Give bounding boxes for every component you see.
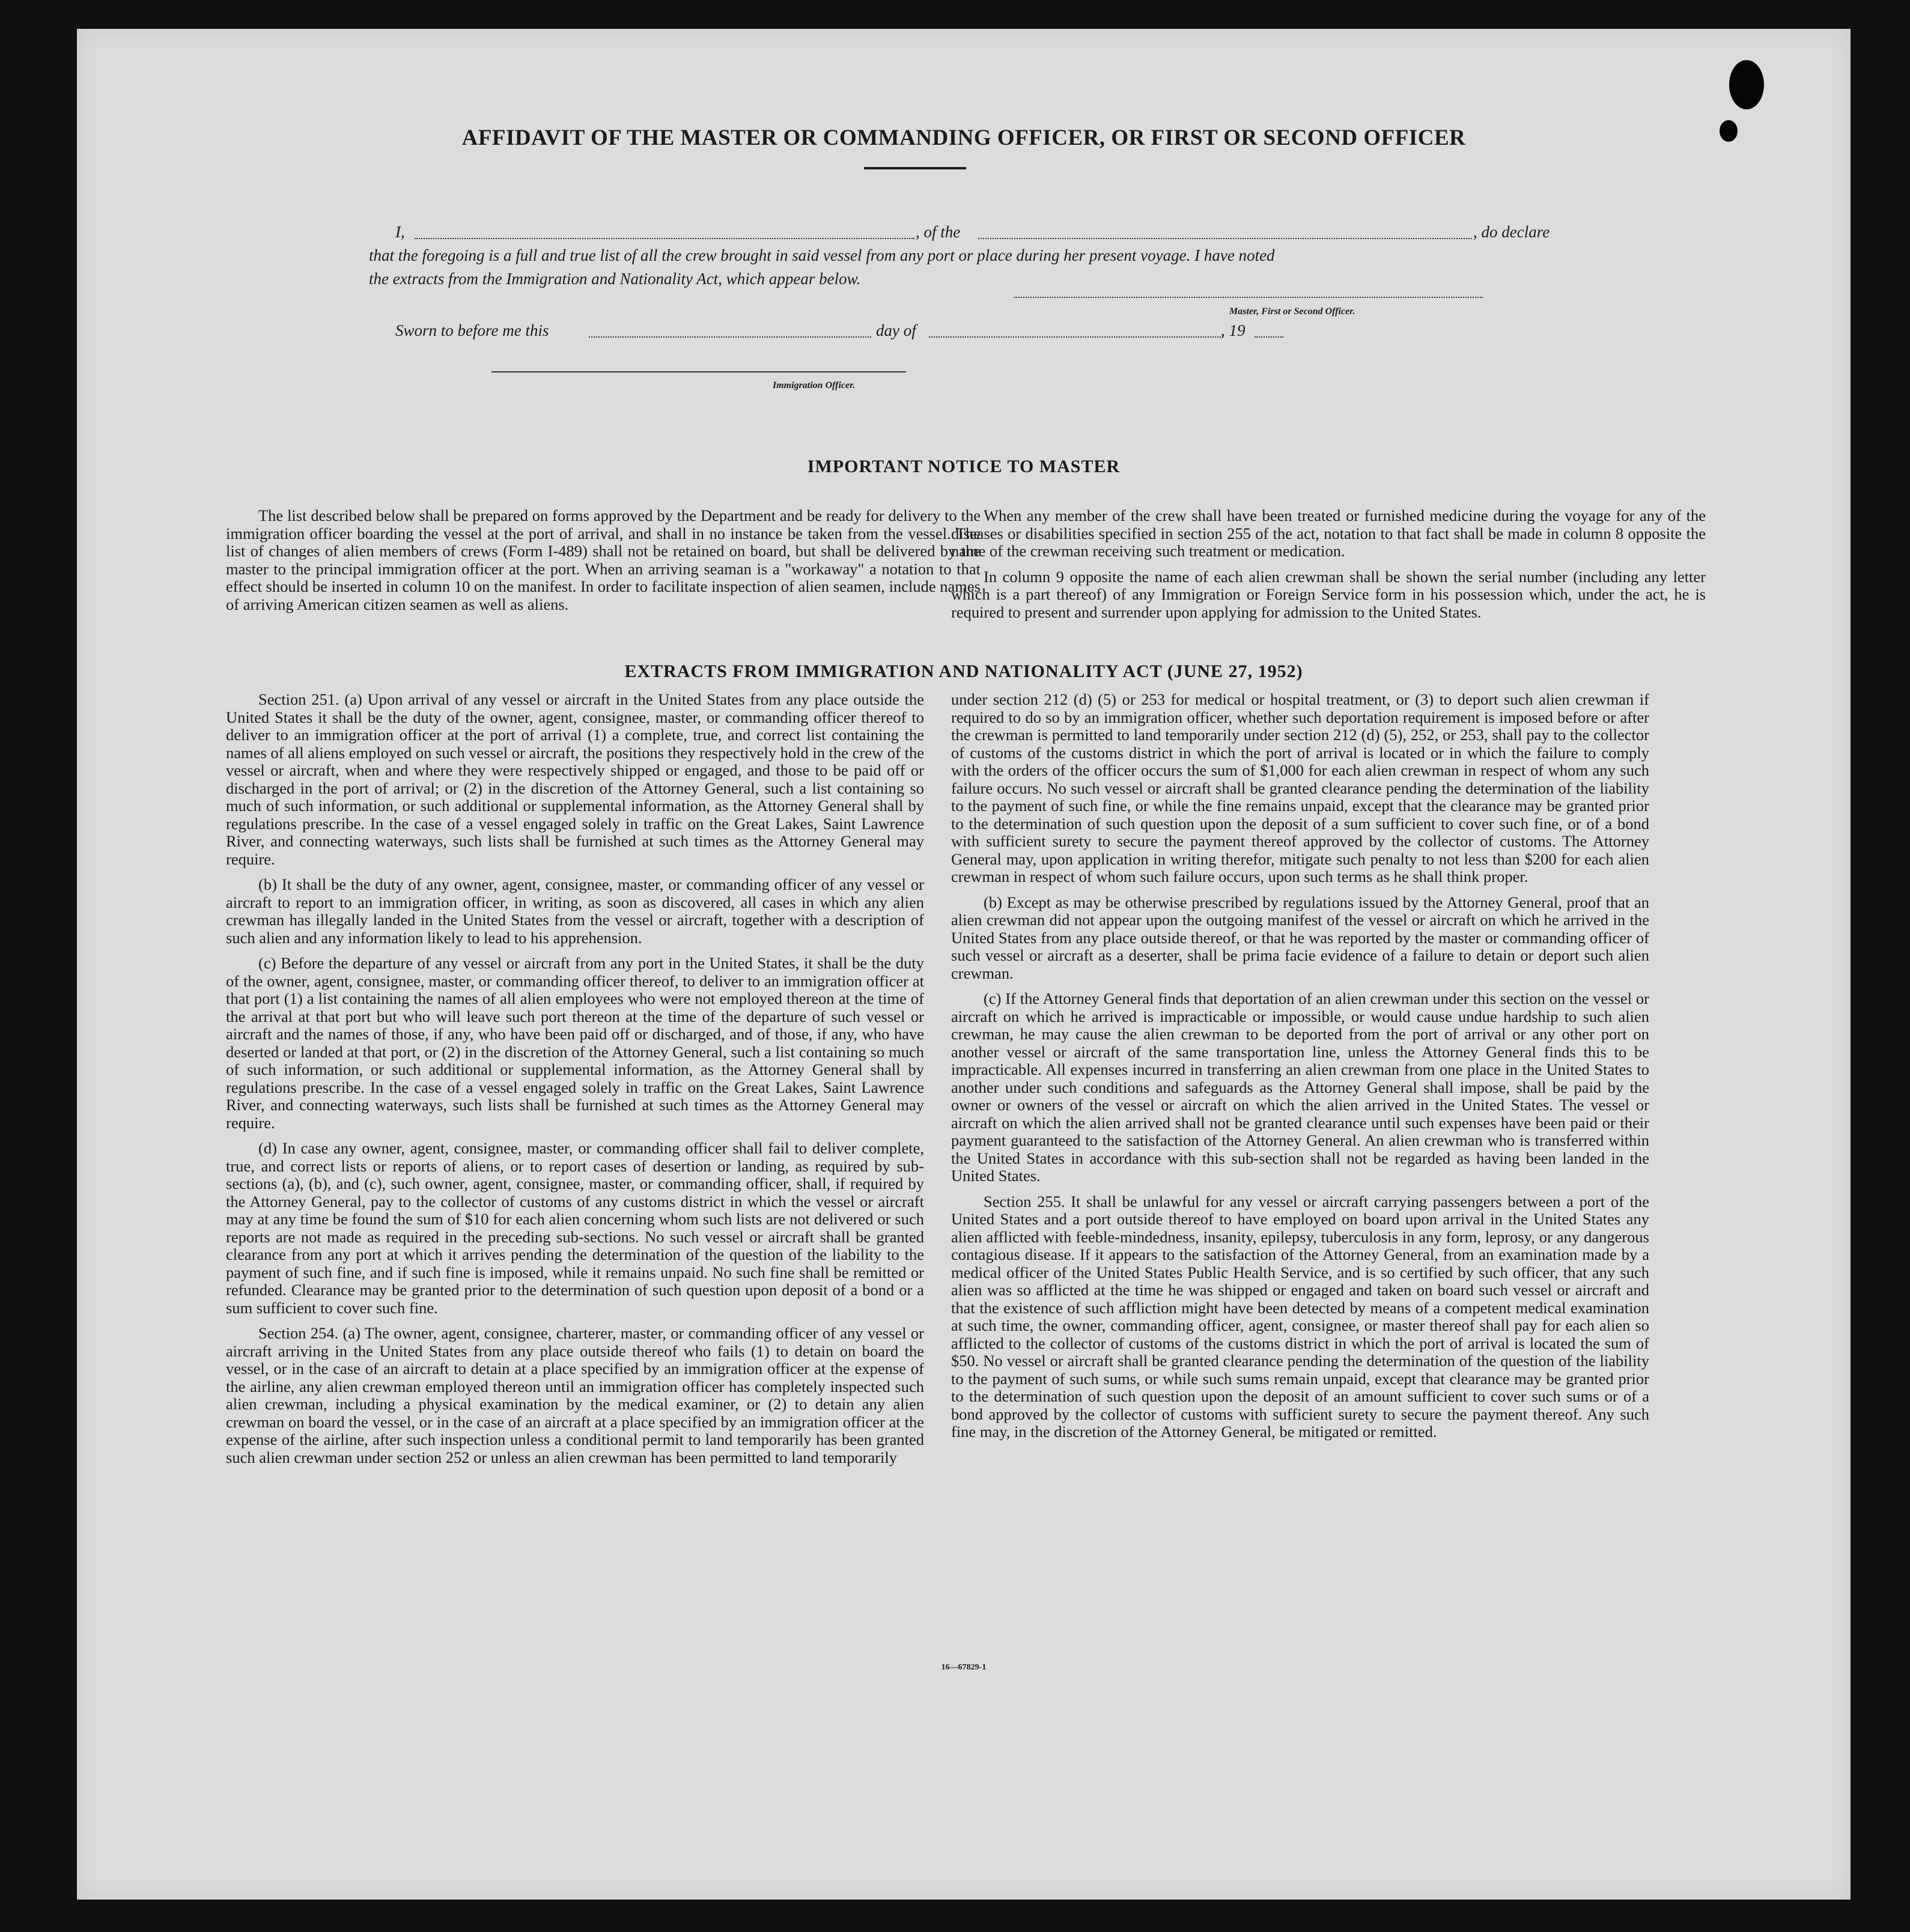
form-number: 16—67829-1 (941, 1663, 987, 1672)
master-signature-label: Master, First or Second Officer. (1229, 306, 1355, 317)
extracts-left-column (226, 691, 924, 1474)
master-signature-field[interactable] (1014, 296, 1483, 298)
declaration-line-2: the extracts from the Immigration and Nationality Act, which appear below. (369, 270, 861, 288)
notice-right-paragraph-1: When any member of the crew shall have been treated or furnished medicine during the voyage for any of the diseases or disabilities specified in section 255 of the act, notation to that fact shall be made in column 8 opposite the name of the crewman receiving such treatment or medication. (951, 506, 1706, 560)
declarant-name-field[interactable] (415, 237, 914, 239)
affidavit-title: AFFIDAVIT OF THE MASTER OR COMMANDING OFFICER, OR FIRST OR SECOND OFFICER (461, 126, 1466, 150)
document-page (77, 29, 1851, 1900)
extracts-right-column (951, 691, 1649, 1449)
sworn-label: Sworn to before me this (395, 321, 549, 339)
declaration-line-1: that the foregoing is a full and true list of all the crew brought in said vessel from any port or place during her present voyage. I have noted (369, 246, 1275, 264)
section-254-a-continued: under section 212 (d) (5) or 253 for medical or hospital treatment, or (3) to deport such alien crewman if required to do so by an immigration officer, whether such deportation requirement is imposed before or after the crewman is permitted to land temporarily under section 212 (d) (5), 252, or 253, shall pay to the collector of customs of the customs district in which the port of arrival is located or in which the failure to comply with the orders of the officer occurs the sum of $1,000 for each alien crewman in respect of whom any such failure occurs. No such vessel or aircraft shall be granted clearance pending the determination of the liability to the payment of such fine, or while the fine remains unpaid, except that the clearance may be granted prior to the determination of such question upon the deposit of a sum sufficient to cover such fine, or of a bond with sufficient surety to secure the payment thereof approved by the collector of customs. The Attorney General may, upon application in writing therefor, mitigate such penalty to not less than $200 for each alien crewman in respect of whom such failure occurs, upon such terms as he shall think proper. (951, 690, 1649, 886)
extracts-heading: EXTRACTS FROM IMMIGRATION AND NATIONALITY ACT (JUNE 27, 1952) (624, 661, 1303, 681)
notice-right-column (951, 507, 1706, 629)
sworn-month-field[interactable] (929, 335, 1223, 338)
i-label: I, (395, 223, 405, 241)
sworn-day-field[interactable] (589, 335, 871, 338)
title-rule (864, 167, 966, 169)
day-of-label: day of (876, 321, 916, 339)
notice-heading: IMPORTANT NOTICE TO MASTER (807, 457, 1121, 476)
section-255: Section 255. It shall be unlawful for any vessel or aircraft carrying passengers between a port of the United States and a port outside thereof to have employed on board upon arrival in the United States any alien afflicted with feeble-mindedness, insanity, epilepsy, tuberculosis in any form, leprosy, or any dangerous contagious disease. If it appears to the satisfaction of the Attorney General, from an examination made by a medical officer of the United States Public Health Service, and is so certified by such officer, that any such alien was so afflicted at the time he was shipped or engaged and taken on board such vessel or aircraft and that the existence of such affliction might have been detected by means of a competent medical examination at such time, the owner, commanding officer, agent, consignee, or master thereof shall pay for each alien so afflicted to the collector of customs of the customs district in which the port of arrival is located the sum of $50. No vessel or aircraft shall be granted clearance pending the determination of the question of the liability to the payment of such sums, or while such sums remain unpaid, except that clearance may be granted prior to the determination of such question upon the deposit of an amount sufficient to cover such sums or of a bond approved by the collector of customs with sufficient surety to secure the payment thereof. Any such fine may, in the discretion of the Attorney General, be mitigated or remitted. (951, 1192, 1649, 1441)
of-the-label: , of the (916, 223, 961, 241)
section-251-d: (d) In case any owner, agent, consignee, master, or commanding officer shall fail to deliver complete, true, and correct lists or reports of aliens, or to report cases of desertion or landing, as required by sub-sections (a), (b), and (c), such owner, agent, consignee, master, or commanding officer, shall, if required by the Attorney General, pay to the collector of customs of any customs district in which the vessel or aircraft may at any time be found the sum of $10 for each alien concerning whom such lists are not delivered or such reports are not made as required in the preceding sub-sections. No such vessel or aircraft shall be granted clearance from any port at which it arrives pending the determination of the question of the liability to the payment of such fine, and if such fine is imposed, while it remains unpaid. No such fine shall be remitted or refunded. Clearance may be granted prior to the determination of such question upon deposit of a bond or a sum sufficient to cover such fine. (226, 1139, 924, 1317)
officer-signature-label: Immigration Officer. (773, 380, 856, 390)
do-declare-label: , do declare (1473, 223, 1550, 241)
officer-signature-field[interactable] (491, 370, 906, 372)
punch-hole-top (1729, 60, 1764, 109)
section-251-b: (b) It shall be the duty of any owner, agent, consignee, master, or commanding officer of any vessel or aircraft to report to an immigration officer, in writing, as soon as discovered, all cases in which any alien crewman has illegally landed in the United States from the vessel or aircraft, together with a description of such alien and any information likely to lead to his apprehension. (226, 875, 924, 947)
vessel-name-field[interactable] (978, 237, 1472, 239)
sworn-year-field[interactable] (1255, 335, 1283, 338)
section-254-c: (c) If the Attorney General finds that deportation of an alien crewman under this section on the vessel or aircraft on which he arrived is impracticable or impossible, or would cause undue hardship to such alien crewman, he may cause the alien crewman to be deported from the port of arrival or any other port on another vessel or aircraft of the same transportation line, unless the Attorney General finds this to be impracticable. All expenses incurred in transferring an alien crewman from one place in the United States to another under such conditions and safeguards as the Attorney General shall impose, shall be paid by the owner or owners of the vessel or aircraft on which the alien arrived in the United States. The vessel or aircraft on which the alien arrived shall not be granted clearance until such expenses have been paid or their payment guaranteed to the satisfaction of the Attorney General. An alien crewman who is transferred within the United States in accordance with this sub-section shall not be regarded as having been landed in the United States. (951, 989, 1649, 1185)
section-254-a: Section 254. (a) The owner, agent, consignee, charterer, master, or commanding officer of any vessel or aircraft arriving in the United States from any place outside thereof who fails (1) to detain on board the vessel, or in the case of an aircraft to detain at a place specified by an immigration officer at the expense of the airline, any alien crewman employed thereon until an immigration officer has completely inspected such alien crewman, including a physical examination by the medical examiner, or (2) to detain any alien crewman on board the vessel, or in the case of an aircraft at a place specified by an immigration officer at the expense of the airline, after such inspection unless a conditional permit to land temporarily has been granted such alien crewman under section 252 or unless an alien crewman has been permitted to land temporarily (226, 1324, 924, 1466)
section-251-a: Section 251. (a) Upon arrival of any vessel or aircraft in the United States from any place outside the United States it shall be the duty of the owner, agent, consignee, master, or commanding officer thereof to deliver to an immigration officer at the port of arrival (1) a complete, true, and correct list containing the names of all aliens employed on such vessel or aircraft, the positions they respectively hold in the crew of the vessel or aircraft, when and where they were respectively shipped or engaged, and those to be paid off or discharged in the port of arrival; or (2) in the discretion of the Attorney General, such a list containing so much of such information, or such additional or supplemental information, as the Attorney General shall by regulations prescribe. In the case of a vessel engaged solely in traffic on the Great Lakes, Saint Lawrence River, and connecting waterways, such lists shall be furnished at such times as the Attorney General may require. (226, 690, 924, 868)
punch-hole-bottom (1720, 120, 1738, 142)
year-prefix-label: , 19 (1221, 321, 1245, 339)
notice-right-paragraph-2: In column 9 opposite the name of each alien crewman shall be shown the serial number (including any letter which is a part thereof) of any Immigration or Foreign Service form in his possession which, under the act, he is required to present and surrender upon applying for admission to the United States. (951, 567, 1706, 621)
notice-left-column (226, 507, 981, 621)
section-251-c: (c) Before the departure of any vessel or aircraft from any port in the United States, it shall be the duty of the owner, agent, consignee, master, or commanding officer thereof, to deliver to an immigration officer at that port (1) a list containing the names of all alien employees who were not employed thereon at the time of the arrival at that port but who will leave such port thereon at the time of the departure of such vessel or aircraft and the names of those, if any, who have been paid off or discharged, and of those, if any, who have deserted or landed at that port, or (2) in the discretion of the Attorney General, such a list containing so much of such information, or such additional or supplemental information, as the Attorney General shall by regulations prescribe. In the case of a vessel engaged solely in traffic on the Great Lakes, Saint Lawrence River, and connecting waterways, such lists shall be furnished at such times as the Attorney General may require. (226, 954, 924, 1132)
notice-left-paragraph: The list described below shall be prepared on forms approved by the Department and be ready for delivery to the immigration officer boarding the vessel at the port of arrival, and shall in no instance be taken from the vessel. The list of changes of alien members of crews (Form I-489) shall not be retained on board, but shall be delivered by the master to the principal immigration officer at the port. When an arriving seaman is a "workaway" a notation to that effect should be inserted in column 10 on the manifest. In order to facilitate inspection of alien seamen, include names of arriving American citizen seamen as well as aliens. (226, 506, 981, 613)
section-254-b: (b) Except as may be otherwise prescribed by regulations issued by the Attorney General, proof that an alien crewman did not appear upon the outgoing manifest of the vessel or aircraft on which he arrived in the United States from any place outside thereof, or that he was reported by the master or commanding officer of such vessel or aircraft as a deserter, shall be prima facie evidence of a failure to detain or deport such alien crewman. (951, 893, 1649, 982)
